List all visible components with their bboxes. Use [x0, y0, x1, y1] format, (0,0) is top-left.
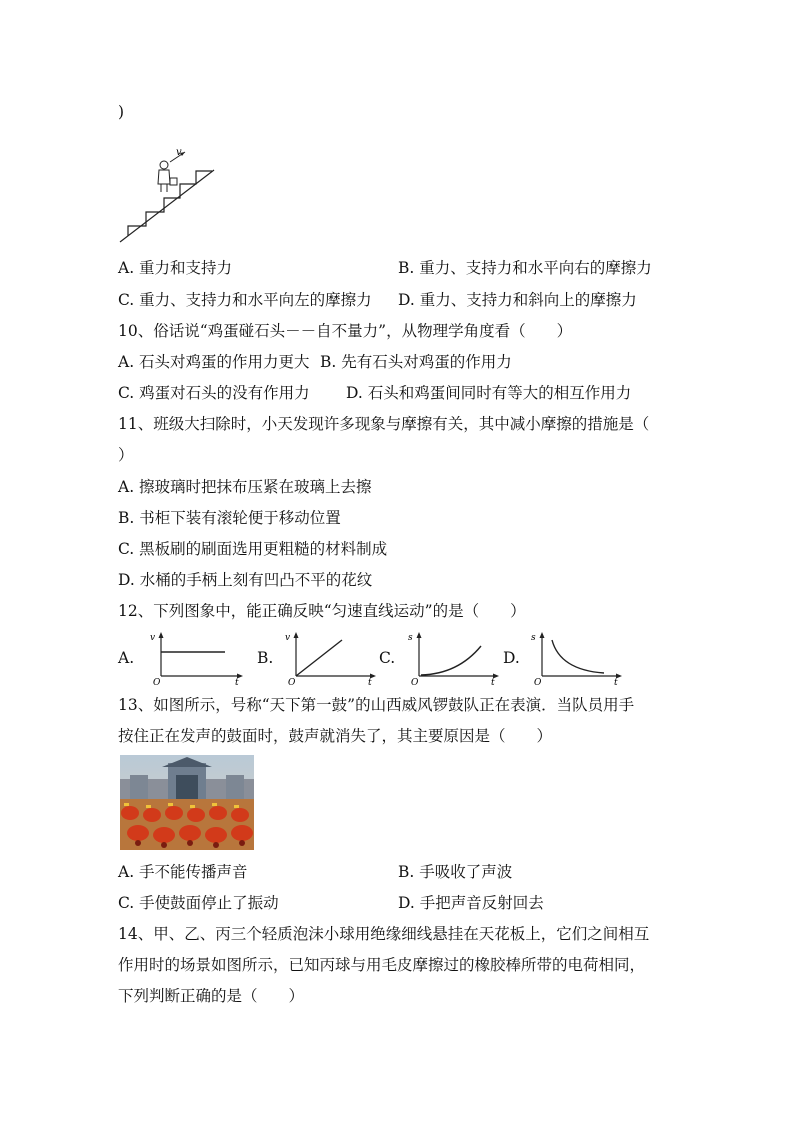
q13-stem-line2: 按住正在发声的鼓面时，鼓声就消失了，其主要原因是（ ） [118, 727, 553, 745]
q14-stem-line3: 下列判断正确的是（ ） [118, 987, 305, 1005]
q14-stem-line2: 作用时的场景如图所示，已知丙球与用毛皮摩擦过的橡胶棒所带的电荷相同， [118, 956, 646, 974]
graph-c-x-label: t [491, 678, 495, 686]
graph-c-origin: O [411, 678, 419, 686]
q9-stem-tail: ) [118, 103, 125, 121]
graph-c-y-label: s [408, 633, 413, 643]
q9-option-c: C. 重力、支持力和水平向左的摩擦力 [118, 291, 372, 309]
graph-a-origin: O [153, 678, 161, 686]
graph-a-y-label: v [150, 633, 156, 643]
graph-d-origin: O [534, 678, 542, 686]
drum-performance-photo [120, 755, 254, 850]
q9-escalator-figure [118, 140, 218, 248]
q11-stem-line2: ） [118, 446, 134, 464]
q12-option-b-label: B. [257, 649, 274, 667]
q14-stem-line1: 14、甲、乙、丙三个轻质泡沫小球用绝缘细线悬挂在天花板上，它们之间相互 [118, 925, 650, 943]
q13-option-c: C. 手使鼓面停止了振动 [118, 894, 279, 912]
q12-graph-a [145, 630, 245, 686]
q11-stem-line1: 11、班级大扫除时，小天发现许多现象与摩擦有关，其中减小摩擦的措施是（ [118, 415, 650, 433]
q12-graph-b [280, 630, 380, 686]
q11-option-c: C. 黑板刷的刷面选用更粗糙的材料制成 [118, 540, 388, 558]
q10-option-b: B. 先有石头对鸡蛋的作用力 [320, 353, 512, 371]
q10-option-a: A. 石头对鸡蛋的作用力更大 [118, 353, 310, 371]
q12-option-a-label: A. [118, 649, 135, 667]
graph-b-y-label: v [285, 633, 291, 643]
q13-stem-line1: 13、如图所示，号称“天下第一鼓”的山西威风锣鼓队正在表演．当队员用手 [118, 696, 635, 714]
q9-option-a: A. 重力和支持力 [118, 259, 233, 277]
graph-b-origin: O [288, 678, 296, 686]
q12-stem: 12、下列图象中，能正确反映“匀速直线运动”的是（ ） [118, 602, 526, 620]
q10-stem: 10、俗话说“鸡蛋碰石头－－自不量力”，从物理学角度看（ ） [118, 322, 573, 340]
q9-option-b: B. 重力、支持力和水平向右的摩擦力 [398, 259, 652, 277]
q12-graph-c [403, 630, 503, 686]
q12-graph-d [526, 630, 626, 686]
q11-option-a: A. 擦玻璃时把抹布压紧在玻璃上去擦 [118, 478, 372, 496]
velocity-label: v [176, 147, 182, 158]
q12-option-d-label: D. [503, 649, 520, 667]
graph-b-x-label: t [368, 678, 372, 686]
graph-d-y-label: s [531, 633, 536, 643]
q13-option-d: D. 手把声音反射回去 [398, 894, 544, 912]
q11-option-b: B. 书柜下装有滚轮便于移动位置 [118, 509, 341, 527]
q10-option-d: D. 石头和鸡蛋间同时有等大的相互作用力 [346, 384, 632, 402]
q13-option-b: B. 手吸收了声波 [398, 863, 513, 881]
graph-d-x-label: t [614, 678, 618, 686]
q13-option-a: A. 手不能传播声音 [118, 863, 248, 881]
q9-option-d: D. 重力、支持力和斜向上的摩擦力 [398, 291, 637, 309]
q11-option-d: D. 水桶的手柄上刻有凹凸不平的花纹 [118, 571, 373, 589]
graph-a-x-label: t [235, 678, 239, 686]
q10-option-c: C. 鸡蛋对石头的没有作用力 [118, 384, 310, 402]
q12-option-c-label: C. [379, 649, 396, 667]
